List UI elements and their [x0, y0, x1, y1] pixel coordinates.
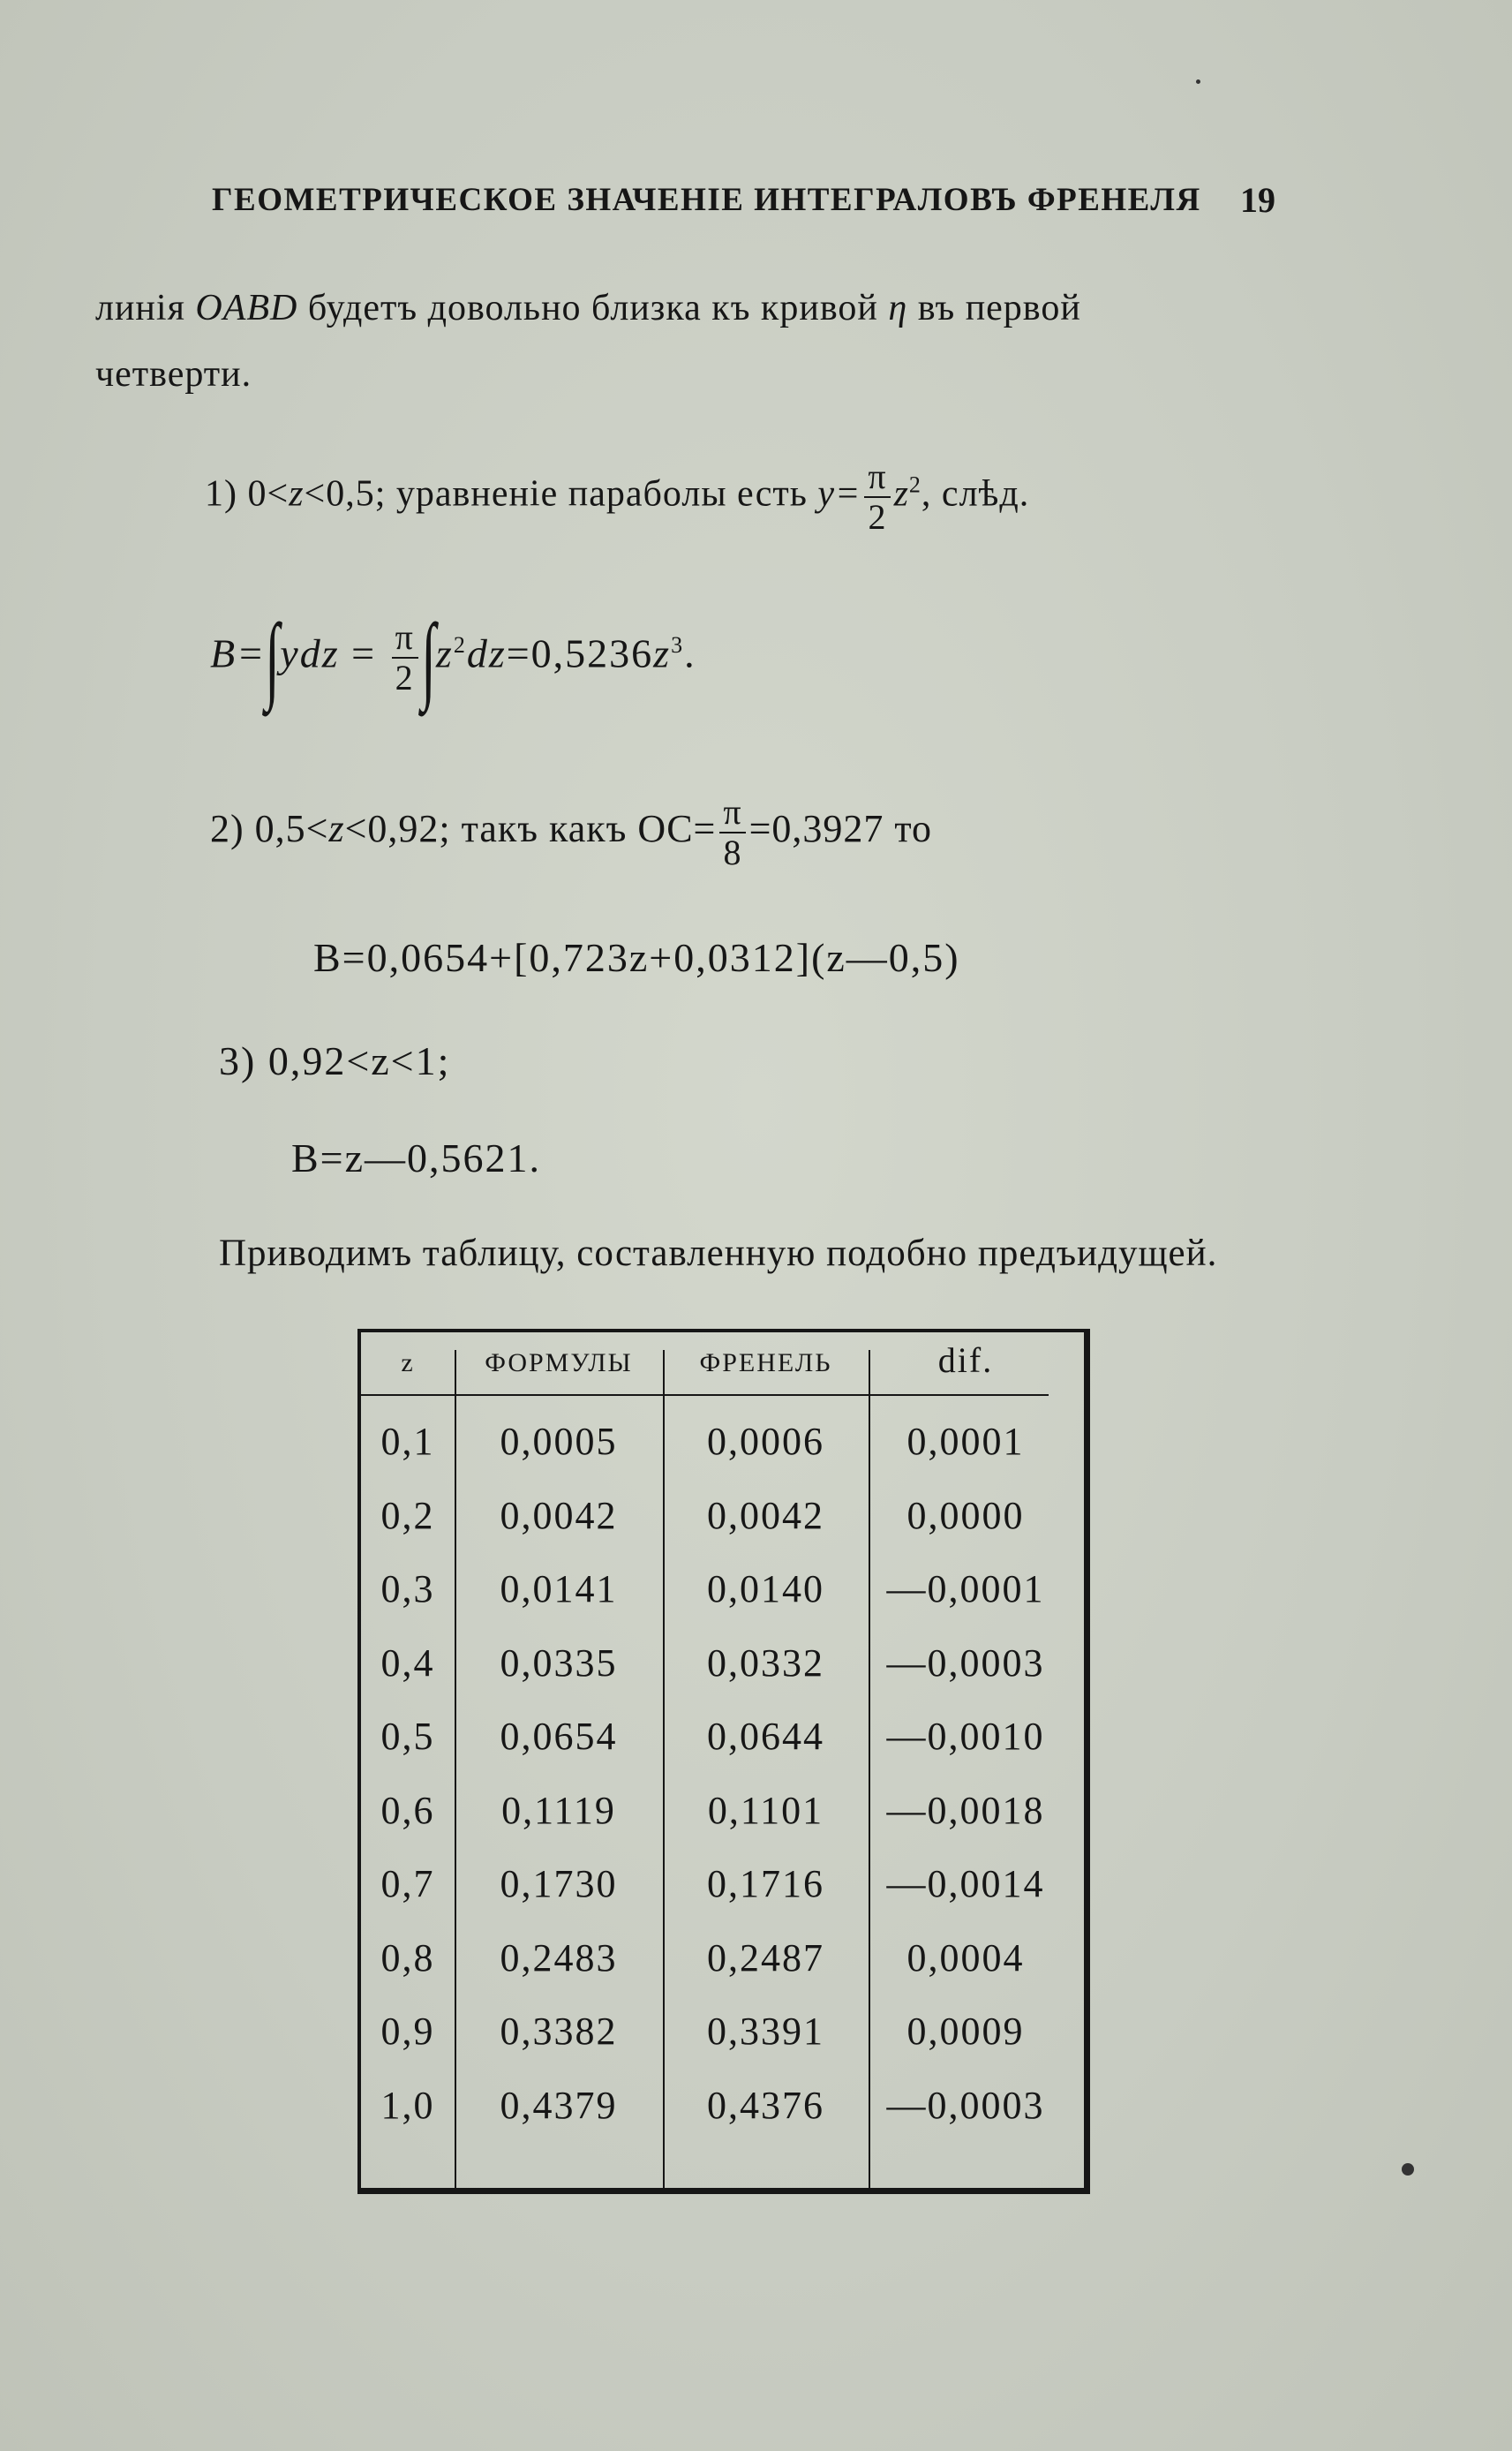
table-row — [361, 1633, 1084, 1708]
cell-fresnel: 0,0006 — [707, 1420, 824, 1463]
paper-speck — [1402, 2163, 1414, 2176]
intro-line-2: четверти. — [95, 354, 252, 395]
cell-formula: 0,2483 — [500, 1935, 618, 1980]
cell-dif: —0,0001 — [886, 1567, 1045, 1610]
f1-sup2: 2 — [453, 632, 467, 659]
cell-fresnel: 0,1716 — [707, 1862, 824, 1905]
column-header-z: z — [401, 1348, 415, 1377]
case1-two: 2 — [868, 497, 887, 537]
table-row — [361, 2002, 1084, 2076]
f1-eq: = — [339, 630, 388, 676]
case1-pi: π — [864, 459, 890, 498]
case2-pi: π — [719, 795, 745, 833]
case-2 — [210, 792, 933, 872]
table-row — [361, 1559, 1084, 1633]
case-1 — [205, 456, 1030, 537]
f1-ydz: ydz — [280, 630, 340, 676]
case1-tail: , слѣд. — [921, 473, 1030, 515]
paper-speck — [1196, 79, 1200, 84]
case-3: 3) 0,92<z<1; — [219, 1038, 451, 1083]
formula-3: B=z—0,5621. — [291, 1135, 542, 1180]
cell-z: 0,9 — [380, 2010, 435, 2053]
intro-text-e: въ первой — [907, 288, 1081, 328]
case1-z: z — [289, 473, 305, 515]
cell-z: 1,0 — [380, 2083, 435, 2127]
cell-dif: —0,0010 — [886, 1715, 1045, 1758]
column-header-dif: dif. — [937, 1340, 994, 1380]
f1-rhs: =0,5236 — [506, 630, 654, 676]
f1-sup3: 3 — [671, 632, 685, 659]
cell-formula: 0,0335 — [500, 1640, 618, 1685]
f1-z3: z — [653, 630, 672, 676]
cell-formula: 0,0005 — [500, 1420, 618, 1463]
table-row — [361, 1707, 1084, 1781]
case1-fraction — [864, 456, 890, 537]
cell-fresnel: 0,2487 — [707, 1935, 824, 1980]
case2-label: 2) 0,5< — [210, 807, 329, 851]
column-header-fresnel: ФРЕНЕЛЬ — [699, 1348, 832, 1377]
intro-oabd: OABD — [195, 288, 298, 328]
case1-label: 1) 0< — [205, 473, 290, 515]
cell-fresnel: 0,0644 — [707, 1715, 824, 1758]
cell-z: 0,8 — [380, 1935, 435, 1980]
integral-sign-icon: ∫ — [265, 604, 282, 712]
case1-range: <0,5; уравненіе параболы есть — [304, 473, 818, 515]
comparison-table — [357, 1329, 1090, 2194]
cell-dif: 0,0000 — [906, 1493, 1025, 1537]
cell-z: 0,7 — [380, 1862, 435, 1905]
cell-formula: 0,0042 — [500, 1493, 618, 1537]
case1-z2: z — [893, 473, 909, 515]
intro-line-1 — [95, 287, 1081, 329]
cell-formula: 0,3382 — [500, 2010, 618, 2053]
formula-2: B=0,0654+[0,723z+0,0312](z—0,5) — [313, 935, 960, 980]
cell-formula: 0,0654 — [500, 1715, 618, 1758]
table-intro: Приводимъ таблицу, составленную подобно предъидущей. — [219, 1233, 1218, 1274]
cell-dif: —0,0014 — [886, 1862, 1045, 1905]
cell-formula: 0,4379 — [500, 2083, 618, 2127]
f1-fraction — [392, 617, 418, 698]
cell-dif: 0,0009 — [906, 2010, 1025, 2053]
case2-fraction — [719, 792, 745, 872]
cell-fresnel: 0,0042 — [707, 1493, 824, 1537]
page-number: 19 — [1240, 180, 1275, 220]
cell-dif: —0,0003 — [886, 1640, 1045, 1685]
cell-z: 0,3 — [380, 1567, 435, 1610]
formula-1 — [210, 604, 696, 712]
cell-fresnel: 0,3391 — [707, 2010, 824, 2053]
case2-z: z — [328, 807, 345, 851]
cell-z: 0,4 — [380, 1640, 435, 1685]
intro-text-c: будетъ довольно близка къ кривой — [297, 288, 889, 328]
cell-fresnel: 0,0332 — [707, 1640, 824, 1685]
table-row — [361, 1854, 1084, 1928]
table-row — [361, 1928, 1084, 2002]
f1-dz: dz — [466, 630, 507, 676]
cell-dif: 0,0004 — [906, 1935, 1025, 1980]
cell-z: 0,2 — [380, 1493, 435, 1537]
f1-dot: . — [684, 630, 696, 676]
cell-z: 0,6 — [380, 1788, 435, 1832]
case1-y: y= — [817, 473, 861, 515]
table-row — [361, 1781, 1084, 1855]
table-row — [361, 1412, 1084, 1486]
f1-z: z — [435, 630, 454, 676]
cell-z: 0,5 — [380, 1715, 435, 1758]
cell-formula: 0,1730 — [500, 1862, 618, 1905]
header-divider — [361, 1394, 1049, 1396]
intro-eta: η — [888, 288, 908, 328]
cell-fresnel: 0,0140 — [707, 1567, 824, 1610]
cell-z: 0,1 — [380, 1420, 435, 1463]
table-row — [361, 2076, 1084, 2150]
cell-formula: 0,1119 — [501, 1788, 616, 1832]
case2-range: <0,92; такъ какъ OC= — [344, 807, 717, 851]
case2-eight: 8 — [723, 833, 742, 872]
cell-dif: 0,0001 — [906, 1420, 1025, 1463]
cell-fresnel: 0,1101 — [707, 1788, 824, 1832]
cell-dif: —0,0003 — [886, 2083, 1045, 2127]
f1-pi: π — [392, 620, 418, 659]
cell-fresnel: 0,4376 — [707, 2083, 824, 2127]
cell-dif: —0,0018 — [886, 1788, 1045, 1832]
intro-text-a: линія — [95, 288, 196, 328]
column-header-formulas: ФОРМУЛЫ — [485, 1348, 633, 1377]
integral-sign-icon: ∫ — [420, 604, 437, 712]
case1-sup: 2 — [908, 471, 921, 498]
running-title: ГЕОМЕТРИЧЕСКОЕ ЗНАЧЕНІЕ ИНТЕГРАЛОВЪ ФРЕНЕЛЯ — [212, 182, 1201, 218]
cell-formula: 0,0141 — [500, 1567, 618, 1610]
case2-value: =0,3927 то — [748, 807, 933, 851]
table-row — [361, 1486, 1084, 1560]
f1-two: 2 — [395, 658, 415, 698]
f1-lhs: B= — [210, 630, 267, 676]
